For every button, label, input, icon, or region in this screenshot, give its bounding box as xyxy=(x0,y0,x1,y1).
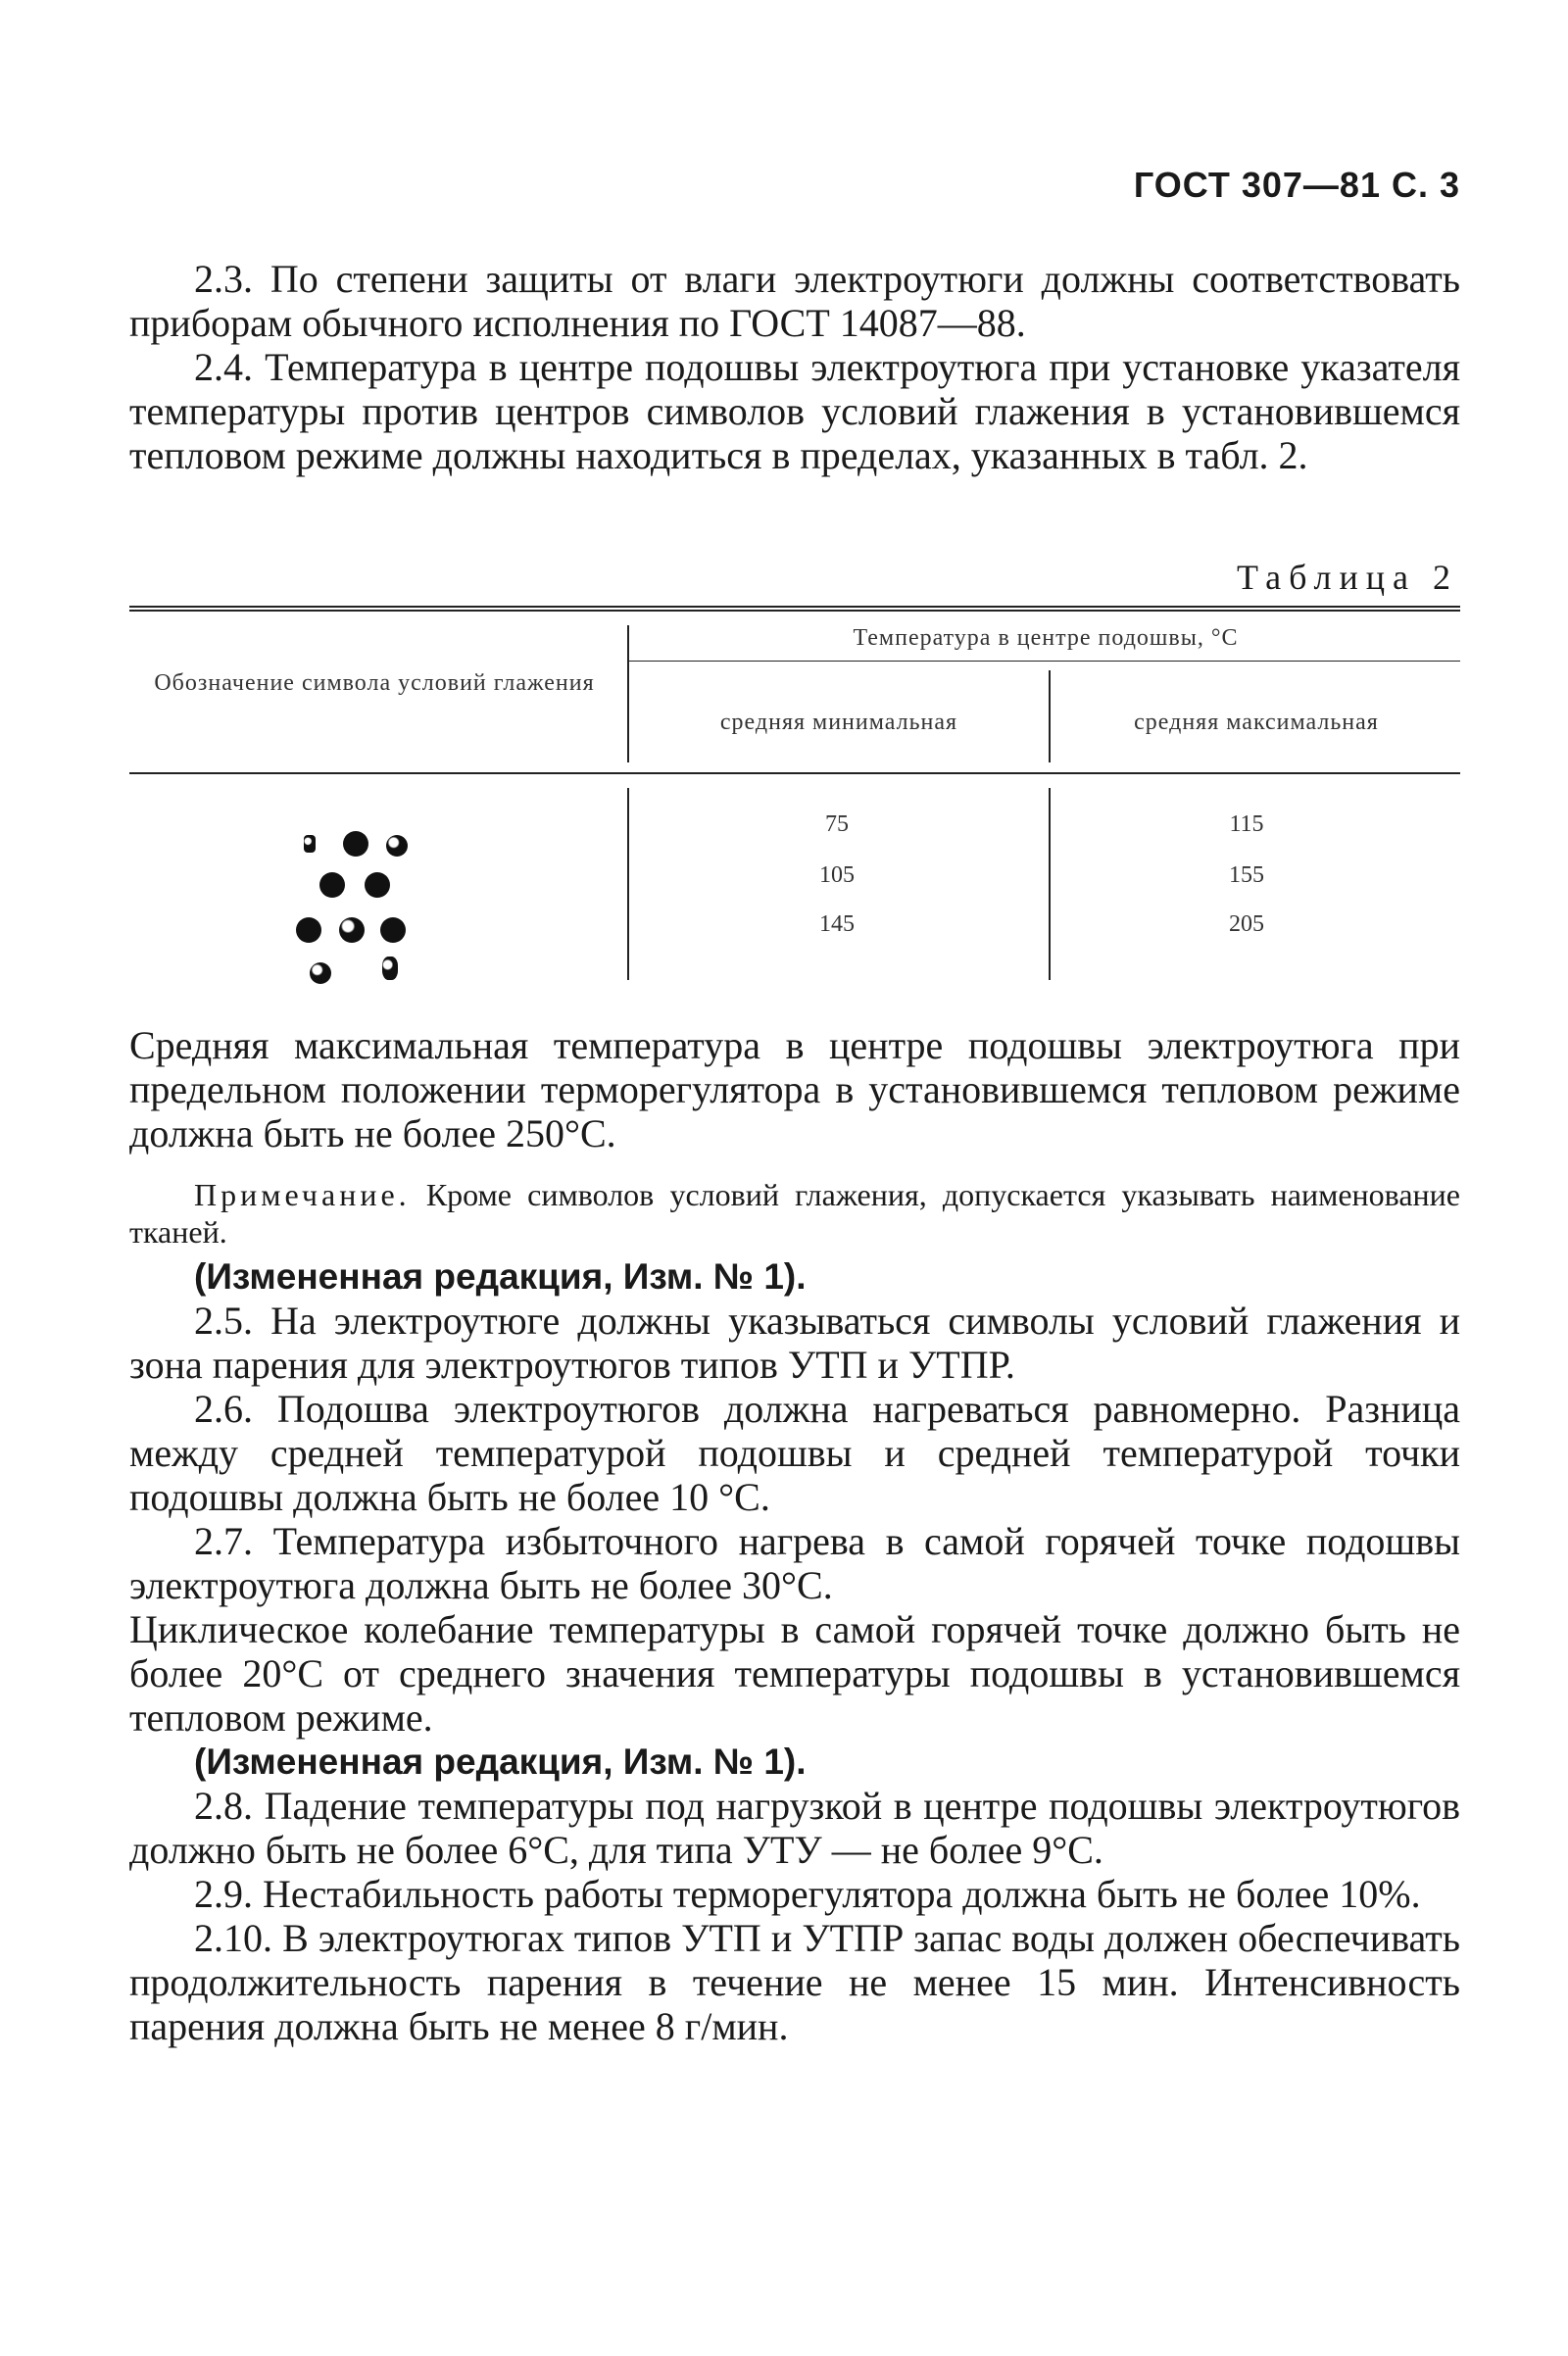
paragraph-2-8: 2.8. Падение температуры под нагрузкой в центре подошвы электроутюгов должно быть не более 6°С, для типа УТУ — не более 9°С. xyxy=(129,1784,1460,1872)
temperature-table xyxy=(129,606,1460,990)
after-table-section xyxy=(129,1023,1460,1155)
amendment-note-1: (Измененная редакция, Изм. № 1). xyxy=(194,1256,807,1297)
col-header-symbol: Обозначение символа условий глажения xyxy=(154,670,595,696)
col-header-min: средняя минимальная xyxy=(719,710,958,735)
paragraph-2-6: 2.6. Подошва электроутюгов должна нагреваться равномерно. Разница между средней температурой подошвы и средней температурой точки подошвы должна быть не более 10 °С. xyxy=(129,1387,1460,1519)
amendment-note-2: (Измененная редакция, Изм. № 1). xyxy=(194,1742,807,1782)
col-header-group: Температура в центре подошвы, °С xyxy=(853,625,1239,651)
table-row-1-min: 75 xyxy=(825,811,849,837)
table-note xyxy=(129,1176,1460,1251)
paragraph-2-7: 2.7. Температура избыточного нагрева в самой горячей точке подошвы электроутюга должна быть не более 30°С. xyxy=(129,1519,1460,1607)
paragraph-max-temp: Средняя максимальная температура в центре подошвы электроутюга при предельном положении терморегулятора в установившемся тепловом режиме должна быть не более 250°С. xyxy=(129,1023,1460,1155)
table-row-1-max: 115 xyxy=(1229,811,1264,837)
table-row-3-min: 145 xyxy=(819,911,855,937)
table-row-2-min: 105 xyxy=(819,862,855,888)
page-header: ГОСТ 307—81 С. 3 xyxy=(1133,165,1460,205)
paragraph-2-4: 2.4. Температура в центре подошвы электроутюга при установке указателя температуры против центров символов условий глажения в установившемся тепловом режиме должны находиться в пределах, указанных в табл. 2. xyxy=(129,345,1460,477)
intro-section xyxy=(129,257,1460,477)
paragraph-2-5: 2.5. На электроутюге должны указываться символы условий глажения и зона парения для электроутюгов типов УТП и УТПР. xyxy=(129,1299,1460,1387)
paragraph-2-3: 2.3. По степени защиты от влаги электроутюги должны соответствовать приборам обычного исполнения по ГОСТ 14087—88. xyxy=(129,257,1460,345)
paragraph-cyclic: Циклическое колебание температуры в самой горячей точке должно быть не более 20°С от среднего значения температуры подошвы в установившемся тепловом режиме. xyxy=(129,1607,1460,1740)
section-2-5-to-2-7 xyxy=(129,1254,1460,2048)
paragraph-2-10: 2.10. В электроутюгах типов УТП и УТПР запас воды должен обеспечивать продолжительность парения в течение не менее 15 мин. Интенсивность парения должна быть не менее 8 г/мин. xyxy=(129,1916,1460,2048)
table-row-3-max: 205 xyxy=(1229,911,1264,937)
note-text: Кроме символов условий глажения, допускается указывать наименование тканей. xyxy=(129,1177,1461,1250)
table-title: Таблица 2 xyxy=(1237,558,1458,597)
col-header-max: средняя максимальная xyxy=(1134,710,1379,735)
note-label: Примечание. xyxy=(194,1177,411,1212)
table-row-2-max: 155 xyxy=(1229,862,1264,888)
paragraph-2-9: 2.9. Нестабильность работы терморегулятора должна быть не более 10%. xyxy=(194,1872,1421,1916)
